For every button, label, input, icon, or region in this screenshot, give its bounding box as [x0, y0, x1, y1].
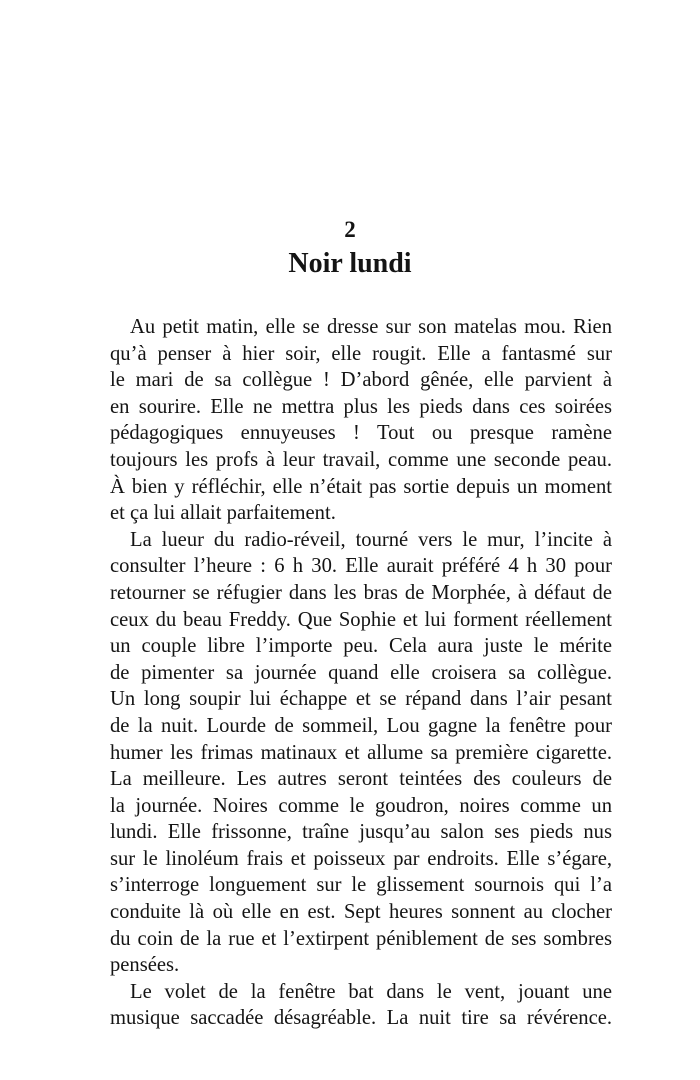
chapter-body [110, 314, 612, 1032]
text-line: humer les frimas matinaux et allume sa première cigarette. [110, 741, 612, 764]
text-line: sur le linoléum frais et poisseux par endroits. Elle s’égare, [110, 847, 612, 870]
text-line: retourner se réfugier dans les bras de Morphée, à défaut de [110, 581, 612, 604]
text-line: À bien y réfléchir, elle n’était pas sortie depuis un moment [110, 475, 612, 498]
text-line: lundi. Elle frissonne, traîne jusqu’au salon ses pieds nus [110, 821, 612, 844]
text-line: de pimenter sa journée quand elle croisera sa collègue. [110, 661, 612, 684]
text-line: le mari de sa collègue ! D’abord gênée, elle parvient à [110, 369, 612, 392]
text-line: ceux du beau Freddy. Que Sophie et lui forment réellement [110, 608, 612, 631]
text-line: et ça lui allait parfaitement. [110, 502, 336, 525]
text-line: qu’à penser à hier soir, elle rougit. Elle a fantasmé sur [110, 342, 612, 365]
text-line: Un long soupir lui échappe et se répand dans l’air pesant [110, 688, 612, 711]
text-line: La lueur du radio-réveil, tourné vers le mur, l’incite à [130, 528, 612, 551]
text-line: consulter l’heure : 6 h 30. Elle aurait préféré 4 h 30 pour [110, 555, 612, 578]
text-line: pédagogiques ennuyeuses ! Tout ou presque ramène [110, 422, 612, 445]
text-line: musique saccadée désagréable. La nuit tire sa révérence. [110, 1007, 612, 1030]
paragraph [110, 527, 612, 979]
paragraph [110, 314, 612, 527]
text-line: un couple libre l’importe peu. Cela aura juste le mérite [110, 635, 612, 658]
text-line: de la nuit. Lourde de sommeil, Lou gagne la fenêtre pour [110, 714, 612, 737]
text-line: la journée. Noires comme le goudron, noires comme un [110, 794, 612, 817]
paragraph [110, 979, 612, 1032]
text-line: Le volet de la fenêtre bat dans le vent, jouant une [130, 980, 612, 1003]
text-line: s’interroge longuement sur le glissement sournois qui l’a [110, 874, 612, 897]
chapter-number: 2 [344, 217, 356, 242]
text-line: en sourire. Elle ne mettra plus les pieds dans ces soirées [110, 395, 612, 418]
chapter-title: Noir lundi [288, 248, 412, 279]
text-line: conduite là où elle en est. Sept heures sonnent au clocher [110, 901, 612, 924]
text-line: La meilleure. Les autres seront teintées des couleurs de [110, 768, 612, 791]
text-line: Au petit matin, elle se dresse sur son matelas mou. Rien [130, 316, 612, 338]
text-line: toujours les profs à leur travail, comme une seconde peau. [110, 448, 612, 471]
text-line: du coin de la rue et l’extirpent péniblement de ses sombres [110, 927, 612, 950]
text-line: pensées. [110, 954, 180, 977]
